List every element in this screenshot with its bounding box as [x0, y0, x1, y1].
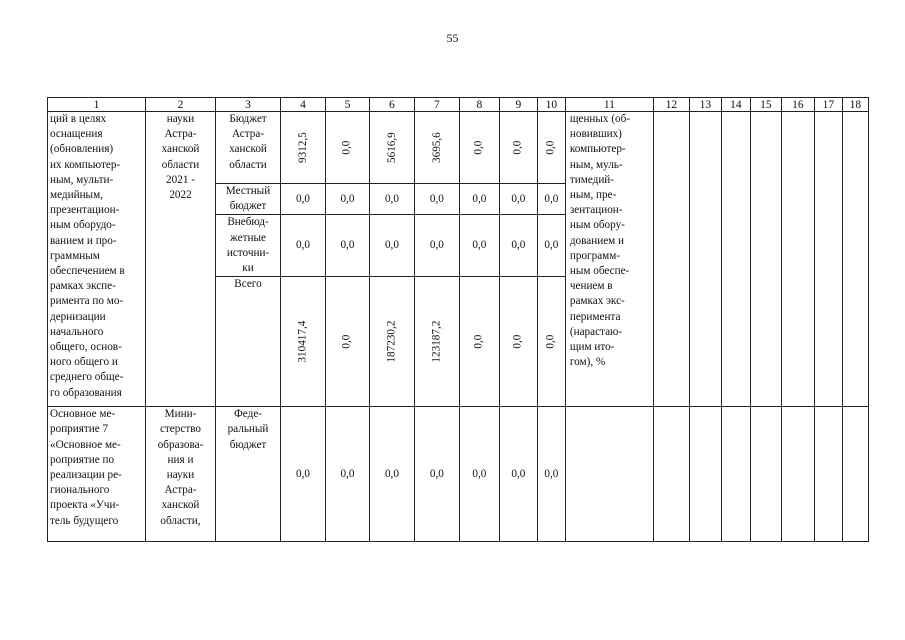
text-line: ным, пре-	[569, 189, 617, 202]
empty-cell	[814, 407, 842, 542]
value-cell: 0,0	[459, 184, 499, 215]
text-line: роприятие 7	[50, 423, 109, 436]
value-cell: 0,0	[459, 407, 499, 542]
value-cell: 0,0	[281, 184, 326, 215]
text-line: образова-	[157, 438, 204, 451]
value-cell: 0,0	[369, 215, 414, 277]
text-line: Основное ме-	[50, 408, 116, 421]
header-cell: 8	[459, 98, 499, 112]
source-off-budget	[216, 215, 281, 277]
text-line: тимедий-	[569, 173, 615, 186]
text-line: новивших)	[569, 128, 622, 141]
empty-cell	[781, 112, 814, 407]
empty-cell	[721, 407, 750, 542]
header-cell: 2	[146, 98, 216, 112]
text-line: «Основное ме-	[50, 438, 121, 451]
value-cell: 0,0	[325, 277, 369, 407]
header-cell: 9	[499, 98, 537, 112]
text-line: тель будущего	[50, 514, 119, 527]
text-line: стерство	[159, 423, 202, 436]
source-federal-budget	[216, 407, 281, 542]
header-cell: 4	[281, 98, 326, 112]
text-line: ным оборудо-	[50, 219, 116, 232]
header-row	[48, 98, 869, 112]
header-cell: 14	[721, 98, 750, 112]
activity-description	[48, 112, 146, 407]
value-cell: 0,0	[414, 215, 459, 277]
text-line: реализации ре-	[50, 469, 122, 482]
value-cell: 0,0	[499, 407, 537, 542]
text-line: области	[161, 158, 200, 171]
text-line: ральный	[227, 423, 269, 436]
text-line: го образования	[50, 386, 122, 399]
text-line: дернизации	[50, 310, 106, 323]
text-line: рамках экспе-	[50, 280, 116, 293]
table-row	[48, 407, 869, 542]
text-line: Астра-	[164, 484, 197, 497]
value-cell: 0,0	[537, 407, 565, 542]
empty-cell	[689, 407, 721, 542]
text-line: ханской	[229, 143, 267, 156]
value-cell: 5616,9	[369, 112, 414, 184]
text-line: щим ито-	[569, 341, 615, 354]
empty-cell	[689, 112, 721, 407]
text-line: роприятие по	[50, 453, 115, 466]
text-line: ным обеспе-	[569, 265, 630, 278]
value-cell: 0,0	[325, 184, 369, 215]
value-cell: 3695,6	[414, 112, 459, 184]
text-line: Мини-	[164, 408, 197, 421]
text-line: бюджет	[229, 438, 267, 451]
value-cell: 0,0	[325, 215, 369, 277]
header-cell: 15	[750, 98, 781, 112]
source-local-budget	[216, 184, 281, 215]
page-number: 55	[446, 31, 459, 45]
value-cell: 0,0	[325, 407, 369, 542]
value-cell: 0,0	[459, 112, 499, 184]
empty-cell	[842, 112, 868, 407]
empty-cell	[721, 112, 750, 407]
source-total	[216, 277, 281, 407]
value-cell: 0,0	[281, 407, 326, 542]
text-line: (нарастаю-	[569, 325, 623, 338]
text-line: 2021 -	[166, 173, 195, 186]
text-line: оснащения	[50, 128, 103, 141]
header-cell: 11	[565, 98, 653, 112]
value-cell: 0,0	[325, 112, 369, 184]
text-line: ния и	[167, 453, 194, 466]
header-cell: 17	[814, 98, 842, 112]
text-line: ным обору-	[569, 219, 625, 232]
text-line: гом), %	[569, 356, 606, 369]
text-line: Астра-	[231, 128, 265, 141]
executor-period	[146, 112, 216, 407]
text-line: ным, мульти-	[50, 173, 114, 186]
value-cell: 0,0	[369, 184, 414, 215]
text-line: Всего	[234, 278, 262, 291]
budget-table	[47, 97, 869, 542]
value-cell: 0,0	[537, 277, 565, 407]
activity-description	[48, 407, 146, 542]
text-line: ным, муль-	[569, 158, 623, 171]
header-cell: 1	[48, 98, 146, 112]
text-line: жетные	[230, 231, 266, 244]
text-line: программ-	[569, 249, 621, 262]
empty-cell	[781, 407, 814, 542]
text-line: презентацион-	[50, 204, 120, 217]
text-line: перимента	[569, 310, 621, 323]
value-cell: 0,0	[414, 407, 459, 542]
text-line: общего, основ-	[50, 341, 122, 354]
value-cell: 0,0	[499, 215, 537, 277]
empty-cell	[814, 112, 842, 407]
empty-cell	[565, 407, 653, 542]
text-line: ханской	[161, 499, 200, 512]
text-line: (обновления)	[50, 143, 114, 156]
table-row	[48, 112, 869, 184]
text-line: зентацион-	[569, 204, 623, 217]
text-line: ванием и про-	[50, 234, 117, 247]
header-cell: 12	[653, 98, 689, 112]
value-cell: 0,0	[499, 112, 537, 184]
text-line: науки	[166, 113, 195, 125]
text-line: бюджет	[229, 200, 267, 213]
value-cell: 123187,2	[414, 277, 459, 407]
value-cell: 0,0	[499, 277, 537, 407]
value-cell: 0,0	[281, 215, 326, 277]
header-cell: 10	[537, 98, 565, 112]
value-cell: 0,0	[459, 215, 499, 277]
header-cell: 16	[781, 98, 814, 112]
text-line: дованием и	[569, 234, 625, 247]
text-line: области,	[160, 514, 201, 527]
text-line: ханской	[161, 143, 200, 156]
text-line: науки	[166, 469, 195, 482]
text-line: Внебюд-	[227, 216, 269, 229]
text-line: римента по мо-	[50, 295, 124, 308]
header-cell: 3	[216, 98, 281, 112]
text-line: ки	[242, 262, 254, 275]
text-line: щенных (об-	[569, 113, 631, 125]
header-cell: 7	[414, 98, 459, 112]
value-cell: 0,0	[537, 112, 565, 184]
text-line: гионального	[50, 484, 110, 497]
text-line: ного общего и	[50, 356, 118, 369]
text-line: компьютер-	[569, 143, 626, 156]
value-cell: 0,0	[499, 184, 537, 215]
text-line: Феде-	[233, 408, 263, 421]
value-cell: 0,0	[459, 277, 499, 407]
text-line: Бюджет	[229, 113, 267, 125]
empty-cell	[653, 407, 689, 542]
text-line: медийным,	[50, 189, 103, 202]
executor	[146, 407, 216, 542]
value-cell: 0,0	[369, 407, 414, 542]
text-line: источни-	[226, 246, 270, 259]
text-line: их компьютер-	[50, 158, 121, 171]
text-line: области	[229, 158, 267, 171]
text-line: начального	[50, 325, 104, 338]
text-line: Астра-	[164, 128, 197, 141]
header-cell: 13	[689, 98, 721, 112]
header-cell: 5	[325, 98, 369, 112]
header-cell: 18	[842, 98, 868, 112]
value-cell: 187230,2	[369, 277, 414, 407]
text-line: проекта «Учи-	[50, 499, 120, 512]
text-line: Местный	[225, 185, 271, 197]
empty-cell	[750, 407, 781, 542]
empty-cell	[653, 112, 689, 407]
text-line: рамках экс-	[569, 295, 625, 308]
value-cell: 0,0	[537, 184, 565, 215]
indicator-description	[565, 112, 653, 407]
text-line: обеспечением в	[50, 265, 125, 278]
value-cell: 0,0	[414, 184, 459, 215]
text-line: граммным	[50, 249, 100, 262]
value-cell: 310417,4	[281, 277, 326, 407]
value-cell: 9312,5	[281, 112, 326, 184]
empty-cell	[842, 407, 868, 542]
empty-cell	[750, 112, 781, 407]
text-line: 2022	[169, 189, 192, 202]
value-cell: 0,0	[537, 215, 565, 277]
text-line: среднего обще-	[50, 371, 124, 384]
source-regional-budget	[216, 112, 281, 184]
text-line: ций в целях	[50, 113, 107, 125]
header-cell: 6	[369, 98, 414, 112]
text-line: чением в	[569, 280, 613, 293]
